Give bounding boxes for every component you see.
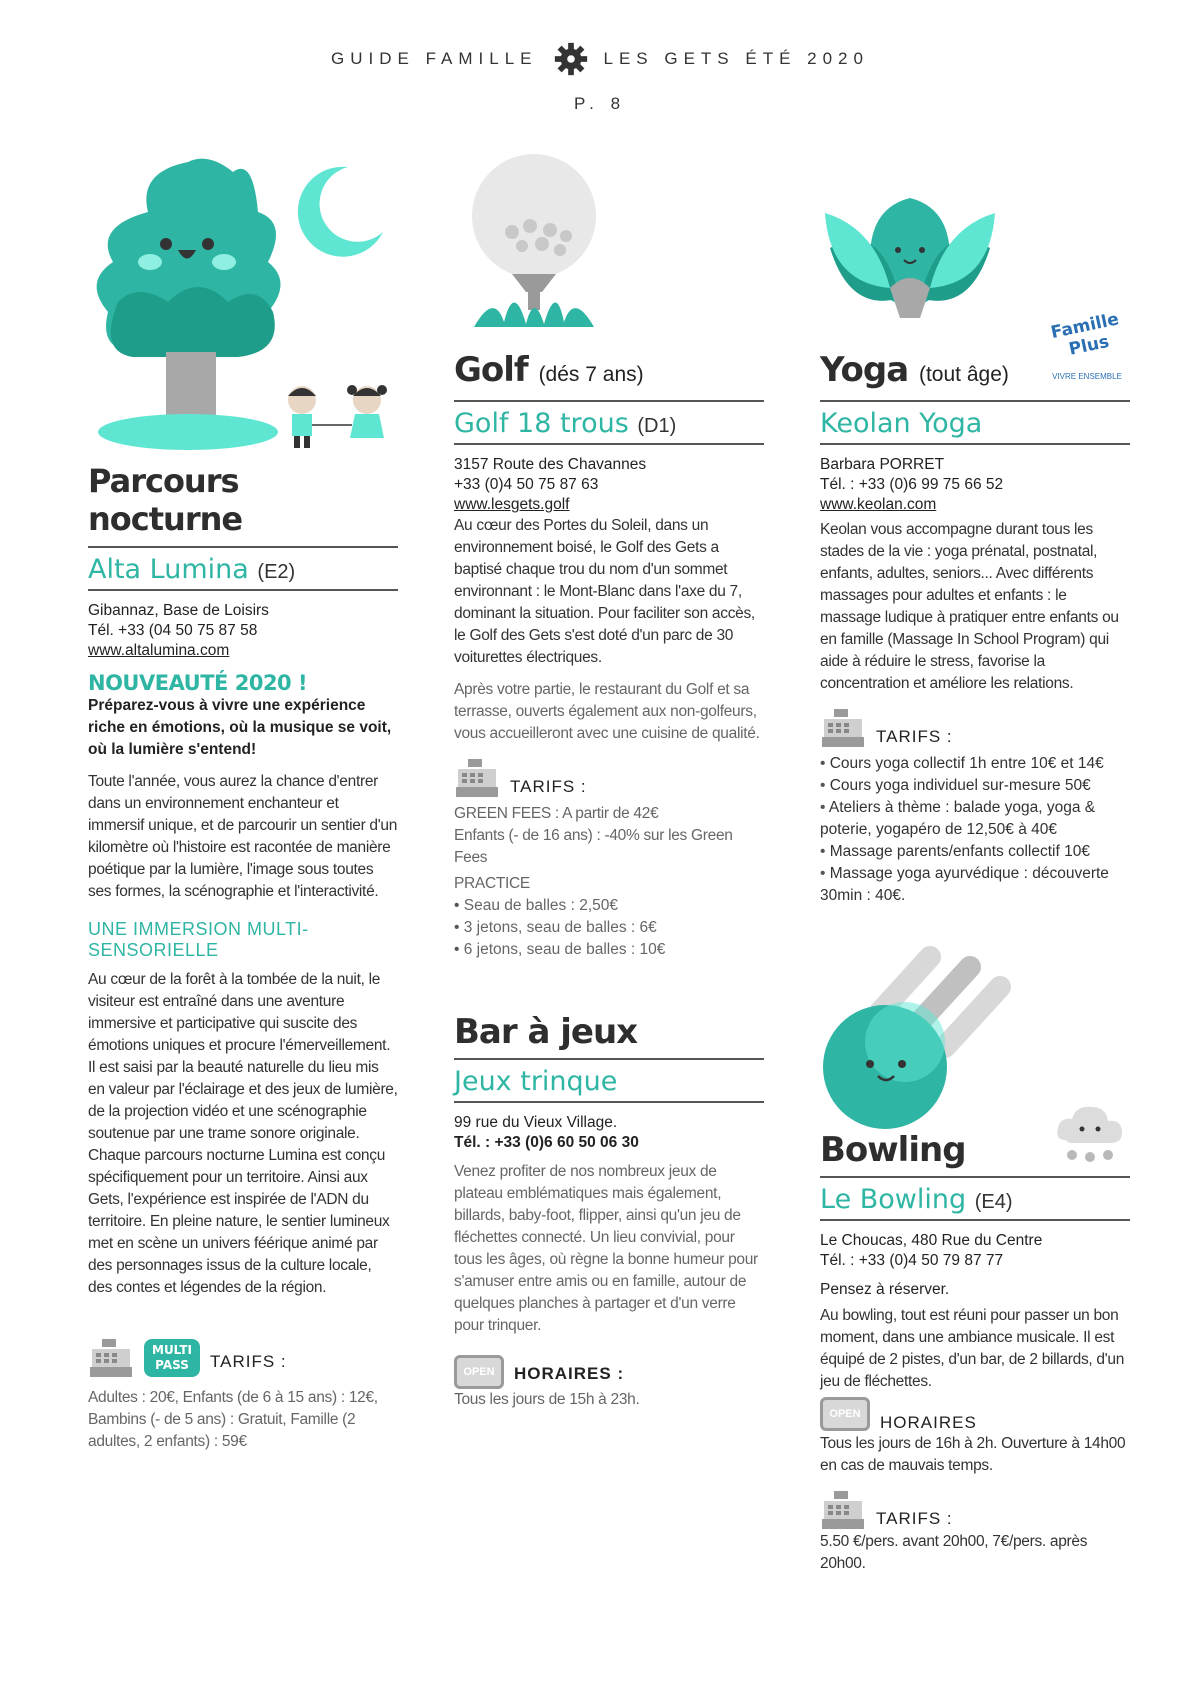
venue-name bbox=[454, 402, 764, 443]
venue-name bbox=[88, 548, 398, 589]
title-text: Golf bbox=[454, 350, 528, 390]
golf-ball-icon bbox=[464, 152, 604, 332]
section-title-bar: Bar à jeux bbox=[454, 1012, 638, 1052]
map-code: (D1) bbox=[637, 415, 677, 437]
venue-label: Alta Lumina bbox=[88, 554, 249, 585]
paragraph: Après votre partie, le restaurant du Golf et sa terrasse, ouverts également aux non-golfeurs, vous accueilleront avec une cuisine de qualité. bbox=[454, 681, 760, 742]
tarifs-label: TARIFS : bbox=[510, 777, 587, 796]
paragraph: Keolan vous accompagne durant tous les stades de la vie : yoga prénatal, postnatal, enfants, adultes, seniors... Avec différents massages pour adultes et enfants : le massage ludique à pratiquer entre enfants ou en famille (Massage In School Program) qui aide à réduire le stress, favorise la concentration et améliore les relations. bbox=[820, 521, 1119, 692]
paragraph: Toute l'année, vous aurez la chance d'entrer dans un environnement enchanteur et immersif unique, et de parcourir un sentier d'un kilomètre où l'histoire est racontée de manière poétique par la lumière, l'image sous toutes ses formes, la scénographie et l'interactivité. bbox=[88, 773, 398, 900]
venue-name: Keolan Yoga bbox=[820, 408, 983, 439]
venue-label: Le Bowling bbox=[820, 1184, 967, 1215]
tarifs-text: 5.50 €/pers. avant 20h00, 7€/pers. après 20h00. bbox=[820, 1533, 1088, 1572]
new-title: NOUVEAUTÉ 2020 ! bbox=[88, 671, 308, 695]
multipass-logo: MULTI PASS bbox=[144, 1339, 200, 1377]
subtitle-text: (tout âge) bbox=[918, 363, 1009, 386]
horaires-row bbox=[820, 1395, 1130, 1433]
section-title-parcours: Parcours nocturne bbox=[88, 462, 243, 538]
address: Gibannaz, Base de Loisirs bbox=[88, 602, 269, 619]
cash-register-icon bbox=[88, 1337, 134, 1379]
gear-icon bbox=[552, 40, 590, 78]
practice-label: PRACTICE bbox=[454, 875, 530, 892]
green-fees: GREEN FEES : A partir de 42€ bbox=[454, 805, 659, 822]
yoga-price-list bbox=[820, 753, 1130, 907]
address: 3157 Route des Chavannes bbox=[454, 456, 647, 473]
contact-block bbox=[820, 1231, 1130, 1271]
kids-icon bbox=[282, 380, 392, 450]
lotus-icon bbox=[820, 188, 1000, 328]
paragraph: Au bowling, tout est réuni pour passer un bon moment, dans une ambiance musicale. Il est équipé de 2 pistes, d'un bar, de 2 billards, d'un jeu de fléchettes. bbox=[820, 1307, 1125, 1390]
contact-block bbox=[820, 455, 1130, 515]
open-sign-icon: OPEN bbox=[454, 1355, 504, 1389]
section-title-bowling: Bowling bbox=[820, 1130, 966, 1170]
horaires-text: Tous les jours de 16h à 2h. Ouverture à 14h00 en cas de mauvais temps. bbox=[820, 1435, 1126, 1474]
contact-block bbox=[88, 601, 398, 661]
divider bbox=[454, 443, 764, 445]
section-title-golf bbox=[454, 350, 764, 390]
phone: +33 (0)4 50 75 87 63 bbox=[454, 476, 599, 493]
paragraph: Au cœur de la forêt à la tombée de la nuit, le visiteur est entraîné dans une aventure immersive et participative qui suscite des émotions uniques et procure l'émerveillement. Il est saisi par la beauté naturelle du lieu mis en valeur par l'éclairage et des jeux de lumière, de la projection vidéo et une scénographie soutenue par une trame sonore originale. Chaque parcours nocturne Lumina est conçu spécifiquement pour un territoire. Ainsi aux Gets, l'expérience est inspirée de l'ADN du territoire. En pleine nature, le sentier lumineux met en scène un univers féérique animé par des personnages issus de la culture locale, des contes et légendes de la région. bbox=[88, 971, 398, 1296]
tarifs-row bbox=[88, 1337, 398, 1379]
horaires-text: Tous les jours de 15h à 23h. bbox=[454, 1391, 640, 1408]
title-text: Yoga bbox=[820, 350, 909, 390]
moon-icon bbox=[288, 162, 388, 262]
list-item: • Massage yoga ayurvédique : découverte 30min : 40€. bbox=[820, 863, 1130, 907]
list-item: • Massage parents/enfants collectif 10€ bbox=[820, 841, 1130, 863]
tarifs-text: Adultes : 20€, Enfants (de 6 à 15 ans) : 12€, Bambins (- de 5 ans) : Gratuit, Famille (2 adultes, 2 enfants) : 59€ bbox=[88, 1389, 378, 1450]
bowling-ball-icon bbox=[820, 942, 1020, 1132]
horaires-label: HORAIRES : bbox=[514, 1364, 625, 1383]
list-item: • Seau de balles : 2,50€ bbox=[454, 895, 764, 917]
tarifs-row bbox=[820, 707, 1130, 749]
website-link[interactable]: www.lesgets.golf bbox=[454, 496, 570, 513]
list-item: • Cours yoga individuel sur-mesure 50€ bbox=[820, 775, 1130, 797]
phone: Tél. : +33 (0)6 99 75 66 52 bbox=[820, 476, 1004, 493]
badge-title: Famille Plus bbox=[1049, 309, 1121, 360]
tarifs-label: TARIFS : bbox=[876, 727, 953, 746]
map-code: (E4) bbox=[974, 1191, 1013, 1213]
phone: Tél. : +33 (0)6 60 50 06 30 bbox=[454, 1134, 639, 1151]
open-sign-icon: OPEN bbox=[820, 1397, 870, 1431]
paragraph: Venez profiter de nos nombreux jeux de plateau emblématiques mais également, billards, baby-foot, flipper, ainsi qu'un jeu de fléchettes connecté. Un lieu convivial, pour tous les âges, où règne la bonne humeur pour s'amuser entre amis ou en famille, autour de quelques planches à partager et d'un verre pour trinquer. bbox=[454, 1163, 758, 1334]
divider bbox=[454, 1101, 764, 1103]
paragraph: Au cœur des Portes du Soleil, dans un environnement boisé, le Golf des Gets a baptisé chaque trou du nom d'un sommet environnant : le Mont-Blanc dans l'axe du 7, dominant la situation. Pour faciliter son accès, le Golf des Gets s'est doté d'un parc de 30 voiturettes électriques. bbox=[454, 517, 755, 666]
website-link[interactable]: www.altalumina.com bbox=[88, 642, 230, 659]
list-item: • 3 jetons, seau de balles : 6€ bbox=[454, 917, 764, 939]
map-code: (E2) bbox=[257, 561, 296, 583]
badge-subtitle: VIVRE ENSEMBLE bbox=[1052, 372, 1122, 381]
header-right: LES GETS ÉTÉ 2020 bbox=[603, 49, 869, 68]
divider bbox=[88, 589, 398, 591]
phone: Tél. : +33 (0)4 50 79 87 77 bbox=[820, 1252, 1004, 1269]
list-item: • Cours yoga collectif 1h entre 10€ et 14€ bbox=[820, 753, 1130, 775]
tarifs-row bbox=[820, 1489, 1130, 1531]
subheading: UNE IMMERSION MULTI-SENSORIELLE bbox=[88, 919, 309, 960]
venue-name: Jeux trinque bbox=[454, 1066, 618, 1097]
horaires-label: HORAIRES bbox=[880, 1413, 977, 1432]
address: Le Choucas, 480 Rue du Centre bbox=[820, 1232, 1043, 1249]
page-number: P. 8 bbox=[573, 94, 627, 113]
page-header bbox=[0, 40, 1200, 114]
practice-list bbox=[454, 895, 764, 961]
tarifs-label: TARIFS : bbox=[210, 1352, 287, 1371]
contact-name: Barbara PORRET bbox=[820, 456, 945, 473]
list-item: • Ateliers à thème : balade yoga, yoga & poterie, yogapéro de 12,50€ à 40€ bbox=[820, 797, 1130, 841]
contact-block bbox=[454, 455, 764, 515]
contact-block bbox=[454, 1113, 764, 1153]
cash-register-icon bbox=[820, 707, 866, 749]
venue-label: Golf 18 trous bbox=[454, 408, 629, 439]
tarifs-row bbox=[454, 757, 764, 799]
divider bbox=[820, 1219, 1130, 1221]
venue-name bbox=[820, 1178, 1130, 1219]
section-title-yoga bbox=[820, 350, 1130, 390]
header-line bbox=[0, 40, 1200, 78]
tarifs-label: TARIFS : bbox=[876, 1509, 953, 1528]
divider bbox=[820, 443, 1130, 445]
cash-register-icon bbox=[820, 1489, 866, 1531]
horaires-row bbox=[454, 1349, 764, 1389]
cash-register-icon bbox=[454, 757, 500, 799]
green-fees-kids: Enfants (- de 16 ans) : -40% sur les Green Fees bbox=[454, 827, 733, 866]
phone: Tél. +33 (04 50 75 87 58 bbox=[88, 622, 258, 639]
reservation-note: Pensez à réserver. bbox=[820, 1281, 950, 1298]
header-left: GUIDE FAMILLE bbox=[331, 49, 538, 68]
new-lead: Préparez-vous à vivre une expérience riche en émotions, où la musique se voit, où la lumière s'entend! bbox=[88, 697, 392, 758]
website-link[interactable]: www.keolan.com bbox=[820, 496, 937, 513]
address: 99 rue du Vieux Village. bbox=[454, 1114, 618, 1131]
list-item: • 6 jetons, seau de balles : 10€ bbox=[454, 939, 764, 961]
subtitle-text: (dés 7 ans) bbox=[538, 363, 644, 386]
